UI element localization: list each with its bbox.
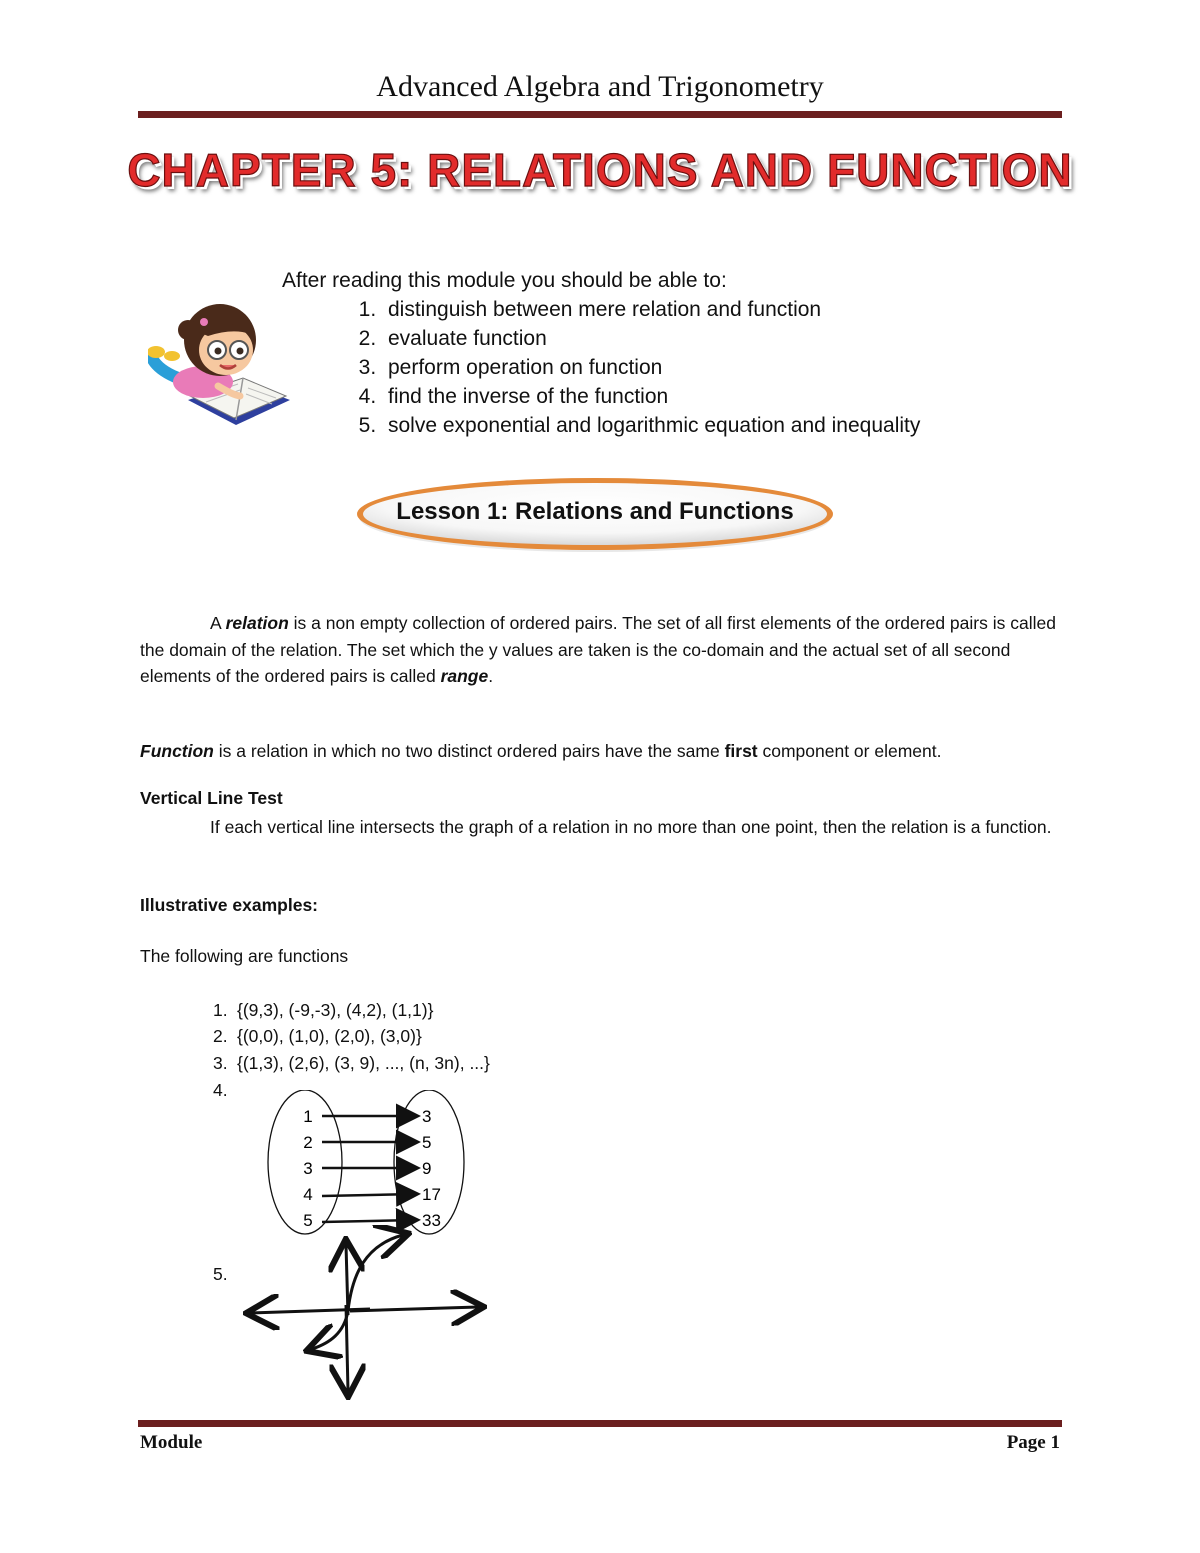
function-definition (140, 738, 1060, 765)
example-text: {(1,3), (2,6), (3, 9), ..., (n, 3n), ...} (237, 1053, 490, 1073)
illustrative-examples-heading: Illustrative examples: (140, 895, 318, 915)
learning-objectives (282, 266, 920, 440)
curve-upper (348, 1235, 403, 1311)
example-item (213, 1000, 433, 1021)
footer-rule (138, 1420, 1062, 1427)
mapping-arrow (322, 1220, 416, 1222)
relation-text-end: . (488, 666, 494, 686)
footer-page-number: Page 1 (1006, 1432, 1060, 1453)
range-element: 17 (422, 1185, 441, 1204)
example-number: 2. (213, 1026, 228, 1046)
footer-module-label: Module (140, 1432, 203, 1453)
range-element: 3 (422, 1107, 432, 1126)
example-item (213, 1080, 237, 1101)
examples-intro: The following are functions (140, 946, 349, 966)
function-text-end: component or element. (757, 741, 942, 761)
domain-element: 2 (303, 1133, 313, 1152)
domain-element: 5 (303, 1211, 313, 1230)
chapter-title: CHAPTER 5: RELATIONS AND FUNCTION (127, 144, 1073, 196)
relation-text-start: A (210, 613, 226, 633)
function-term: Function (140, 741, 214, 761)
example-number: 1. (213, 1000, 228, 1020)
example-text: {(0,0), (1,0), (2,0), (3,0)} (237, 1026, 422, 1046)
vertical-line-test-text: If each vertical line intersects the graph of a relation in no more than one point, then the relation is a function. (210, 817, 1052, 837)
range-element: 5 (422, 1133, 432, 1152)
domain-element: 3 (303, 1159, 313, 1178)
function-text-start: is a relation in which no two distinct ordered pairs have the same (213, 741, 725, 761)
first-term: first (724, 741, 758, 761)
example-number: 4. (213, 1080, 228, 1100)
function-graph (240, 1225, 490, 1400)
example-text: {(9,3), (-9,-3), (4,2), (1,1)} (237, 1000, 434, 1020)
curve-lower (312, 1311, 348, 1349)
girl-reading-illustration (148, 300, 293, 435)
range-element: 33 (422, 1211, 441, 1230)
example-number: 3. (213, 1053, 228, 1073)
objectives-list (282, 295, 920, 440)
header-rule (138, 111, 1062, 118)
example-number: 5. (213, 1264, 228, 1284)
example-item (213, 1264, 237, 1285)
domain-element: 4 (303, 1185, 313, 1204)
objective-item: 1. distinguish between mere relation and function (382, 295, 920, 324)
vertical-line-test-heading: Vertical Line Test (140, 788, 283, 808)
mapping-arrow (322, 1194, 416, 1196)
range-element: 9 (422, 1159, 432, 1178)
relation-term: relation (225, 613, 289, 633)
objective-item: 5. solve exponential and logarithmic equation and inequality (382, 411, 920, 440)
mapping-diagram (260, 1090, 480, 1240)
relation-definition (140, 610, 1060, 690)
domain-element: 1 (303, 1107, 313, 1126)
example-item (213, 1026, 422, 1047)
range-term: range (440, 666, 489, 686)
objectives-intro: After reading this module you should be able to: (282, 269, 727, 292)
example-item (213, 1053, 490, 1074)
document-header-title: Advanced Algebra and Trigonometry (376, 70, 824, 103)
objective-item: 3. perform operation on function (382, 353, 920, 382)
lesson-banner (352, 474, 838, 556)
objective-item: 4. find the inverse of the function (382, 382, 920, 411)
relation-text-body: is a non empty collection of ordered pairs. The set of all first elements of the ordered pairs is called the domain of the relation. The set which the y values are taken is the co-domain and the actual set of all second elements of the ordered pairs is called (140, 613, 1056, 686)
lesson-title: Lesson 1: Relations and Functions (396, 498, 794, 525)
objective-item: 2. evaluate function (382, 324, 920, 353)
